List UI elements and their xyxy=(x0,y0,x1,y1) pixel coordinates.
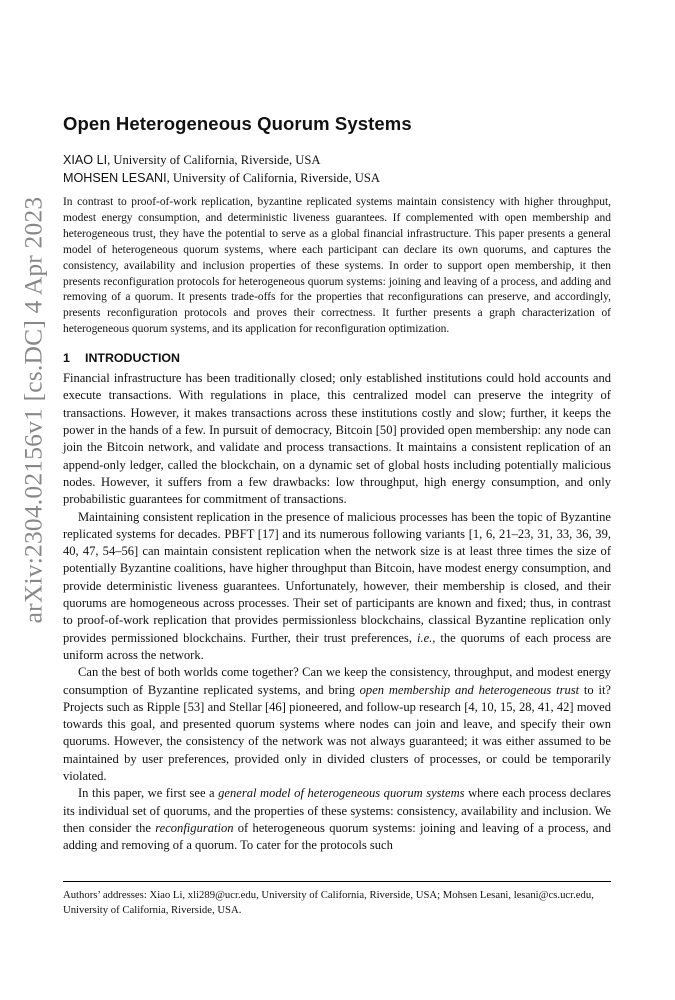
abstract: In contrast to proof-of-work replication, byzantine replicated systems maintain consistency with higher throughput, modest energy consumption, and deterministic liveness guarantees. If complemented with open membership and heterogeneous trust, they have the potential to serve as a global financial infrastructure. This paper presents a general model of heterogeneous quorum systems, where each participant can declare its own quorums, and captures the consistency, availability and inclusion properties of these systems. In order to support open membership, it then presents reconfiguration protocols for heterogeneous quorum systems: joining and leaving of a process, and adding and removing of a quorum. It presents trade-offs for the properties that reconfigurations can preserve, and accordingly, presents reconfiguration protocols and proves their correctness. It further presents a graph characterization of heterogeneous quorum systems, and its application for reconfiguration optimization. xyxy=(63,196,611,336)
paragraph: Financial infrastructure has been traditionally closed; only established institutions could hold accounts and execute transactions. With regulations in place, this centralized model can preserve the integrity of transactions. However, it makes transactions across these institutions costly and slow; further, it keeps the power in the hands of a few. In pursuit of democracy, Bitcoin [50] provided open membership: any node can join the Bitcoin network, and validate and process transactions. It maintains a consistent replication of an append-only ledger, called the blockchain, on a dynamic set of global hosts including potentially malicious nodes. However, it suffers from a few drawbacks: low throughput, high energy consumption, and only probabilistic guarantees for commitment of transactions. xyxy=(63,371,611,507)
arxiv-side-stamp xyxy=(12,170,54,650)
paper-page xyxy=(63,113,611,854)
author-line xyxy=(63,169,611,187)
author-name: MOHSEN LESANI xyxy=(63,171,167,185)
author-line xyxy=(63,151,611,169)
section-title: INTRODUCTION xyxy=(85,351,180,366)
author-affiliation: , University of California, Riverside, USA xyxy=(166,171,380,185)
paper-title: Open Heterogeneous Quorum Systems xyxy=(63,113,412,134)
arxiv-identifier: arXiv:2304.02156v1 [cs.DC] 4 Apr 2023 xyxy=(18,196,48,624)
section-heading xyxy=(63,351,611,365)
author-name: XIAO LI xyxy=(63,153,108,167)
paragraph: Can the best of both worlds come together? Can we keep the consistency, throughput, and modest energy consumption of Byzantine replicated systems, and bring open membership and heterogeneous trust to it? Projects such as Ripple [53] and Stellar [46] pioneered, and follow-up research [4, 10, 15, 28, 41, 42] moved towards this goal, and presented quorum systems where nodes can join and leave, and specify their own quorums. However, the consistency of the network was not always guaranteed; it was either assumed to be maintained by user preferences, provided only in divided clusters of processes, or could be temporarily violated. xyxy=(63,665,612,783)
authors-footnote: Authors’ addresses: Xiao Li, xli289@ucr.edu, University of California, Riverside, USA; Mohsen Lesani, lesani@cs.ucr.edu, University of California, Riverside, USA. xyxy=(63,881,611,918)
paragraph: Maintaining consistent replication in the presence of malicious processes has been the topic of Byzantine replicated systems for decades. PBFT [17] and its numerous following variants [1, 6, 21–23, 31, 33, 36, 39, 40, 47, 54–56] can maintain consistent replication when the network size is at least three times the size of potentially Byzantine coalitions, have higher throughput than Bitcoin, have modest energy consumption, and provide deterministic liveness guarantees. Unfortunately, however, their membership is closed, and their quorums are homogeneous across processes. Their set of participants are known and fixed; thus, in contrast to proof-of-work replication that provides permissionless blockchains, classical Byzantine replication only provides permissioned blockchains. Further, their trust preferences, i.e., the quorums of each process are uniform across the network. xyxy=(63,509,612,662)
paragraph: In this paper, we first see a general model of heterogeneous quorum systems where each process declares its individual set of quorums, and the properties of these systems: consistency, availability and inclusion. We then consider the reconfiguration of heterogeneous quorum systems: joining and leaving of a process, and adding and removing of a quorum. To cater for the protocols such xyxy=(63,786,611,853)
section-number: 1 xyxy=(63,351,70,366)
author-affiliation: , University of California, Riverside, USA xyxy=(107,153,321,167)
introduction-body xyxy=(63,370,611,854)
